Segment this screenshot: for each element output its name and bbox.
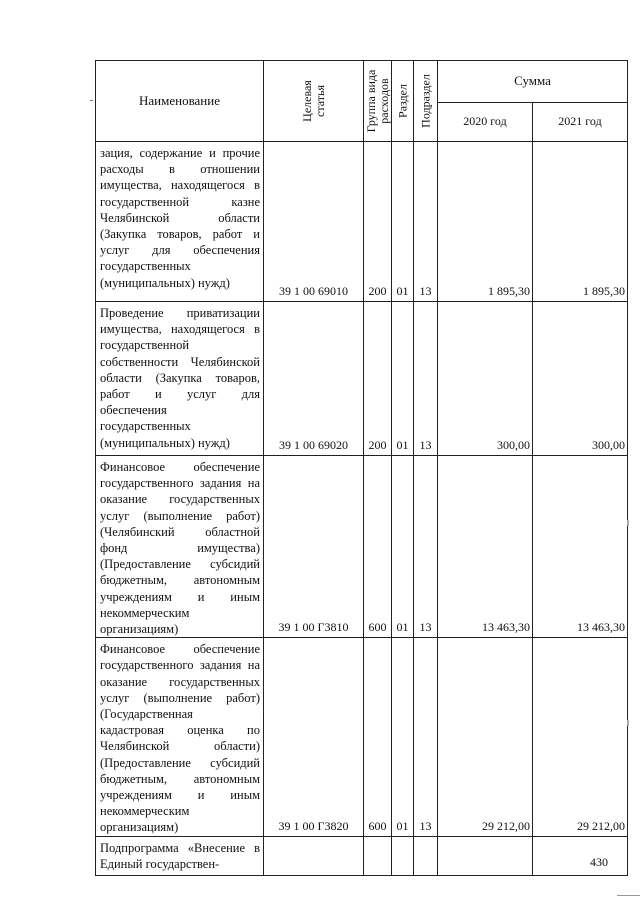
margin-mark	[627, 520, 629, 526]
row-name: зация, содержание и прочие расходы в отношении имущества, находящегося в государственной казне Челябинской области (Закупка товаров, работ и услуг для обеспечения государственных (муниципальных) нужд)	[96, 142, 264, 302]
row-code: 39 1 00 Г3810	[264, 456, 364, 638]
header-year-2021: 2021 год	[533, 102, 628, 142]
header-subsection-text: Подраздел	[418, 74, 432, 128]
margin-tick	[90, 100, 93, 101]
header-group	[364, 61, 392, 142]
row-name: Проведение приватизации имущества, находящегося в государственной собственности Челябинской области (Закупка товаров, работ и услуг для обеспечения государственных (муниципальных) нужд)	[96, 302, 264, 456]
row-section: 01	[392, 302, 414, 456]
row-section	[392, 836, 414, 875]
row-group: 600	[364, 456, 392, 638]
row-group	[364, 836, 392, 875]
row-subsection: 13	[414, 142, 438, 302]
row-sum-2020: 13 463,30	[438, 456, 533, 638]
table-row	[96, 142, 628, 302]
row-section: 01	[392, 142, 414, 302]
row-sum-2021	[533, 836, 628, 875]
header-group-text: Группа вида расходов	[363, 69, 391, 133]
header-year-2020: 2020 год	[438, 102, 533, 142]
row-name: Подпрограмма «Внесение в Единый государствен-	[96, 836, 264, 875]
row-group: 600	[364, 638, 392, 836]
row-subsection	[414, 836, 438, 875]
row-section: 01	[392, 638, 414, 836]
row-code: 39 1 00 69010	[264, 142, 364, 302]
row-sum-2021: 29 212,00	[533, 638, 628, 836]
row-subsection: 13	[414, 456, 438, 638]
row-sum-2021: 1 895,30	[533, 142, 628, 302]
row-name: Финансовое обеспечение государственного задания на оказание государственных услуг (выполнение работ) (Челябинский областной фонд имущества) (Предоставление субсидий бюджетным, автономным учреждениям и иным некоммерческим организациям)	[96, 456, 264, 638]
table-row	[96, 638, 628, 836]
row-code: 39 1 00 Г3820	[264, 638, 364, 836]
row-section: 01	[392, 456, 414, 638]
header-code-text: Целевая статья	[299, 80, 327, 122]
header-code	[264, 61, 364, 142]
header-section	[392, 61, 414, 142]
row-name: Финансовое обеспечение государственного задания на оказание государственных услуг (выполнение работ) (Государственная кадастровая оценка по Челябинской области) (Предоставление субсидий бюджетным, автономным учреждениям и иным некоммерческим организациям)	[96, 638, 264, 836]
row-group: 200	[364, 302, 392, 456]
table-row	[96, 456, 628, 638]
table-row	[96, 302, 628, 456]
row-sum-2021: 13 463,30	[533, 456, 628, 638]
row-sum-2020: 300,00	[438, 302, 533, 456]
row-sum-2020: 29 212,00	[438, 638, 533, 836]
page-number: 430	[590, 855, 608, 869]
header-section-text: Раздел	[395, 84, 409, 118]
table-row	[96, 836, 628, 875]
corner-mark	[617, 895, 640, 896]
row-sum-2021: 300,00	[533, 302, 628, 456]
row-group: 200	[364, 142, 392, 302]
budget-table	[95, 60, 628, 876]
row-sum-2020: 1 895,30	[438, 142, 533, 302]
row-code: 39 1 00 69020	[264, 302, 364, 456]
row-subsection: 13	[414, 638, 438, 836]
row-sum-2020	[438, 836, 533, 875]
header-subsection	[414, 61, 438, 142]
margin-mark	[627, 720, 629, 726]
row-subsection: 13	[414, 302, 438, 456]
header-sum: Сумма	[438, 61, 628, 103]
row-code	[264, 836, 364, 875]
header-name: Наименование	[96, 61, 264, 142]
